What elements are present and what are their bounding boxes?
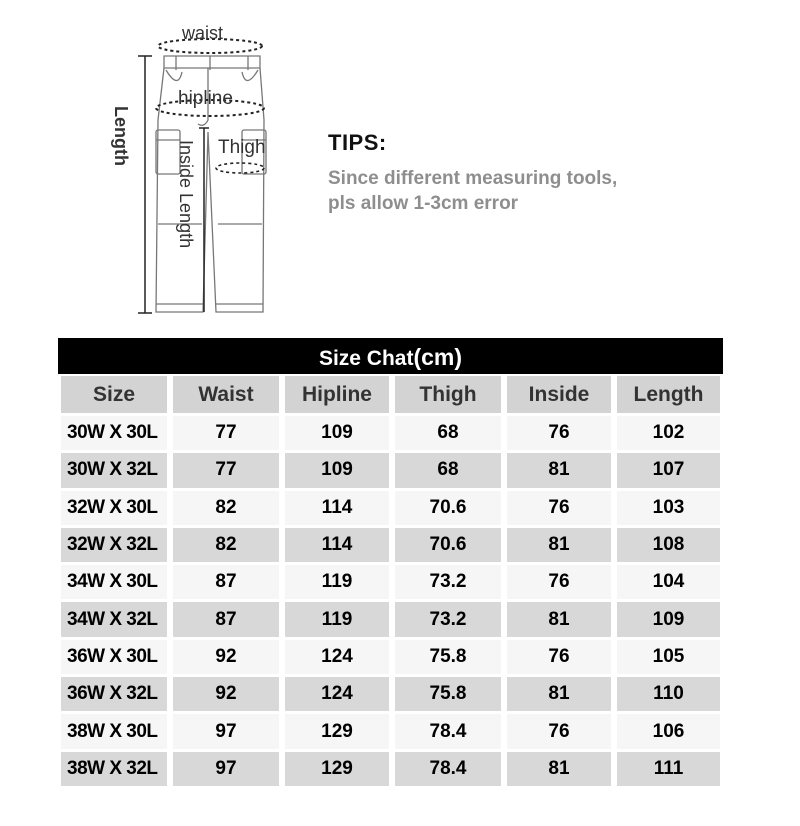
table-cell-thigh: 73.2 [392,565,504,602]
table-cell-waist: 77 [170,453,282,490]
table-row [58,528,723,565]
table-cell-length: 109 [614,602,723,639]
table-cell-size: 30W X 32L [58,453,170,490]
table-cell-length: 111 [614,752,723,789]
table-cell-length: 106 [614,714,723,751]
thigh-ellipse [216,163,264,173]
table-cell-inside: 76 [504,416,614,453]
table-cell-thigh: 68 [392,416,504,453]
table-cell-length: 104 [614,565,723,602]
table-row [58,640,723,677]
table-cell-waist: 92 [170,677,282,714]
table-cell-waist: 87 [170,602,282,639]
table-cell-length: 105 [614,640,723,677]
column-header-length: Length [614,376,723,416]
table-cell-waist: 82 [170,491,282,528]
table-cell-waist: 92 [170,640,282,677]
table-cell-size: 34W X 30L [58,565,170,602]
table-cell-inside: 81 [504,677,614,714]
length-label: Length [111,106,131,166]
tips-text [328,166,617,216]
table-cell-thigh: 68 [392,453,504,490]
table-row [58,602,723,639]
table-cell-size: 36W X 32L [58,677,170,714]
table-cell-size: 34W X 32L [58,602,170,639]
table-cell-thigh: 70.6 [392,491,504,528]
table-cell-thigh: 75.8 [392,677,504,714]
inside-length-label: Inside Length [176,140,196,249]
tips-title: TIPS: [328,130,387,155]
column-header-waist: Waist [170,376,282,416]
table-cell-hipline: 119 [282,602,392,639]
table-cell-hipline: 109 [282,416,392,453]
table-body [58,416,723,789]
column-header-inside: Inside [504,376,614,416]
table-row [58,416,723,453]
table-cell-waist: 87 [170,565,282,602]
length-arrow [138,56,152,313]
table-cell-inside: 76 [504,565,614,602]
table-cell-length: 102 [614,416,723,453]
table-cell-size: 36W X 30L [58,640,170,677]
tips-line: Since different measuring tools, [328,168,618,189]
table-cell-length: 103 [614,491,723,528]
table-row [58,453,723,490]
table-cell-waist: 77 [170,416,282,453]
table-cell-thigh: 73.2 [392,602,504,639]
table-cell-size: 30W X 30L [58,416,170,453]
table-row [58,677,723,714]
table-cell-inside: 76 [504,714,614,751]
size-chart-title-unit: (cm) [413,344,463,370]
table-cell-hipline: 124 [282,640,392,677]
hipline-label: hipline [178,88,233,109]
tips-section [328,130,617,216]
table-cell-length: 107 [614,453,723,490]
table-cell-hipline: 119 [282,565,392,602]
table-cell-inside: 76 [504,491,614,528]
table-row [58,491,723,528]
table-cell-size: 32W X 30L [58,491,170,528]
table-cell-inside: 81 [504,602,614,639]
table-cell-thigh: 78.4 [392,752,504,789]
table-cell-thigh: 75.8 [392,640,504,677]
table-cell-hipline: 129 [282,714,392,751]
table-cell-size: 38W X 30L [58,714,170,751]
table-cell-length: 108 [614,528,723,565]
table-cell-length: 110 [614,677,723,714]
table-cell-waist: 97 [170,752,282,789]
tips-line: pls allow 1-3cm error [328,193,519,214]
table-cell-hipline: 124 [282,677,392,714]
thigh-label: Thigh [218,137,266,158]
waist-label: waist [182,23,224,43]
table-cell-size: 32W X 32L [58,528,170,565]
pants-measurement-diagram [100,10,300,330]
size-chart-title-text: Size Chat [318,347,414,370]
table-cell-inside: 81 [504,528,614,565]
size-chart-table [58,376,723,789]
table-cell-hipline: 114 [282,491,392,528]
table-cell-inside: 76 [504,640,614,677]
table-row [58,714,723,751]
size-chart-title [58,338,723,374]
table-cell-thigh: 78.4 [392,714,504,751]
table-row [58,565,723,602]
column-header-thigh: Thigh [392,376,504,416]
table-cell-waist: 97 [170,714,282,751]
table-cell-waist: 82 [170,528,282,565]
table-row [58,752,723,789]
table-cell-hipline: 109 [282,453,392,490]
table-cell-hipline: 114 [282,528,392,565]
column-header-hipline: Hipline [282,376,392,416]
column-header-size: Size [58,376,170,416]
table-cell-thigh: 70.6 [392,528,504,565]
table-cell-inside: 81 [504,752,614,789]
table-cell-size: 38W X 32L [58,752,170,789]
table-header-row [58,376,723,416]
table-cell-inside: 81 [504,453,614,490]
table-cell-hipline: 129 [282,752,392,789]
